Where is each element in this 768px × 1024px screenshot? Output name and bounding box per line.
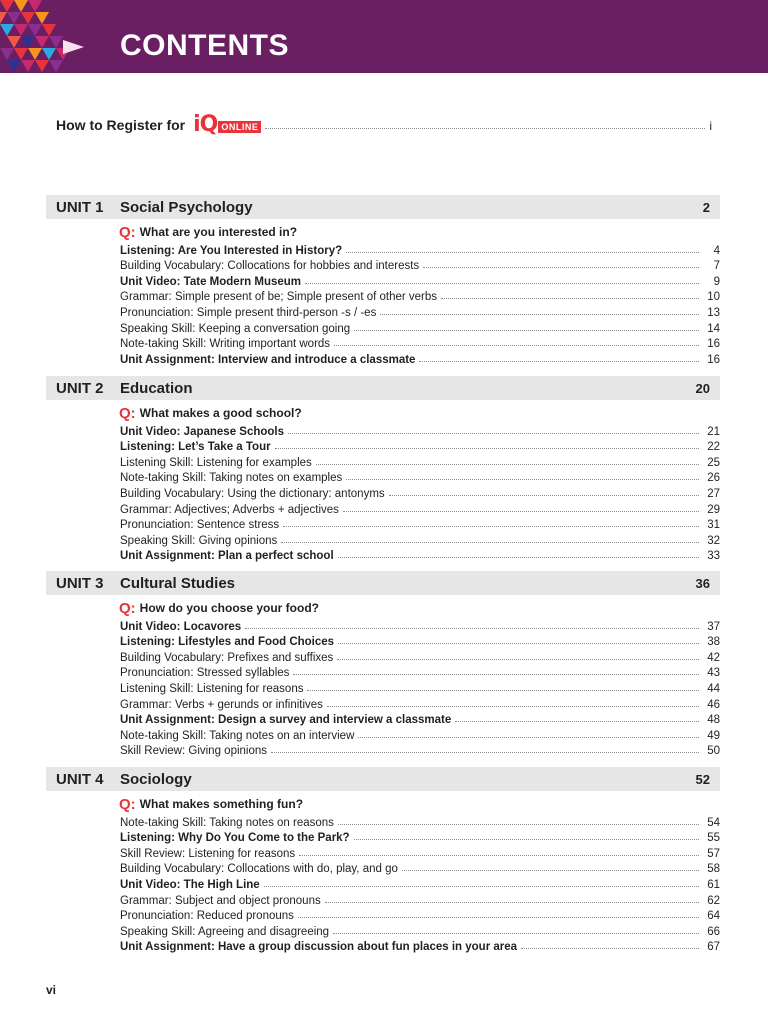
dot-leader	[275, 448, 699, 449]
question-text: What are you interested in?	[139, 225, 298, 239]
toc-entry[interactable]	[120, 500, 720, 516]
toc-entry[interactable]	[120, 938, 720, 954]
entry-page-number: 62	[707, 894, 720, 907]
iq-logo-online: ONLINE	[218, 121, 261, 133]
toc-entry[interactable]	[120, 303, 720, 319]
entry-page-number: 27	[707, 487, 720, 500]
entry-title: Speaking Skill: Agreeing and disagreeing	[120, 925, 330, 938]
entry-page-number: 43	[707, 667, 720, 680]
entry-title: Unit Assignment: Plan a perfect school	[120, 550, 334, 563]
dot-leader	[402, 870, 699, 871]
dot-leader	[305, 283, 699, 284]
dot-leader	[281, 542, 699, 543]
entry-page-number: 9	[713, 275, 720, 288]
dot-leader	[338, 824, 699, 825]
entry-page-number: 37	[707, 620, 720, 633]
entry-page-number: 25	[707, 456, 720, 469]
dot-leader	[358, 737, 699, 738]
entry-page-number: 14	[707, 322, 720, 335]
toc-entry[interactable]	[120, 516, 720, 532]
dot-leader	[293, 674, 699, 675]
toc-entry[interactable]	[120, 679, 720, 695]
entry-title: Grammar: Simple present of be; Simple present of other verbs	[120, 291, 438, 304]
entry-page-number: 49	[707, 729, 720, 742]
dot-leader	[334, 345, 699, 346]
dot-leader	[441, 298, 699, 299]
unit-question	[120, 600, 720, 616]
dot-leader	[343, 511, 699, 512]
unit-label: UNIT 2	[56, 379, 104, 397]
toc-entry[interactable]	[120, 438, 720, 454]
toc-entry[interactable]	[120, 547, 720, 563]
dot-leader	[307, 690, 699, 691]
q-icon: Q:	[119, 404, 136, 422]
dot-leader	[389, 495, 699, 496]
entry-title: Speaking Skill: Giving opinions	[120, 534, 278, 547]
entry-title: Building Vocabulary: Collocations for hobbies and interests	[120, 260, 420, 273]
toc-entry[interactable]	[120, 257, 720, 273]
iq-logo-mark: iQ	[193, 112, 218, 137]
dot-leader	[354, 330, 699, 331]
unit-page-number: 2	[702, 199, 710, 215]
entry-title: Grammar: Adjectives; Adverbs + adjectives	[120, 503, 339, 516]
entry-page-number: 54	[707, 816, 720, 829]
toc-entry[interactable]	[120, 335, 720, 351]
entry-title: Unit Video: Japanese Schools	[120, 425, 285, 438]
dot-leader	[298, 917, 699, 918]
entry-page-number: 31	[707, 519, 720, 532]
entry-page-number: 13	[707, 306, 720, 319]
dot-leader	[338, 557, 699, 558]
dot-leader	[354, 839, 699, 840]
triangle-pattern-logo	[0, 0, 96, 73]
entry-title: Skill Review: Giving opinions	[120, 745, 268, 758]
entry-page-number: 21	[707, 425, 720, 438]
entry-title: Unit Video: Tate Modern Museum	[120, 275, 302, 288]
toc-entry[interactable]	[120, 484, 720, 500]
unit-label: UNIT 4	[56, 770, 104, 788]
toc-entry[interactable]	[120, 922, 720, 938]
entry-title: Skill Review: Listening for reasons	[120, 847, 296, 860]
unit-label: UNIT 1	[56, 198, 104, 216]
toc-entry[interactable]	[120, 664, 720, 680]
entry-title: Listening: Why Do You Come to the Park?	[120, 832, 350, 845]
iq-online-logo	[193, 114, 261, 136]
toc-entry[interactable]	[120, 531, 720, 547]
page-title: CONTENTS	[120, 29, 289, 62]
register-page-number: i	[709, 119, 712, 133]
dot-leader	[337, 659, 699, 660]
dot-leader	[346, 252, 699, 253]
entry-page-number: 7	[713, 260, 720, 273]
entry-page-number: 38	[707, 636, 720, 649]
dot-leader	[316, 464, 699, 465]
toc-entry[interactable]	[120, 875, 720, 891]
entry-page-number: 4	[713, 244, 720, 257]
entry-title: Unit Assignment: Have a group discussion about fun places in your area	[120, 941, 518, 954]
unit-page-number: 20	[695, 380, 710, 396]
entry-title: Pronunciation: Reduced pronouns	[120, 910, 294, 923]
entry-page-number: 64	[707, 910, 720, 923]
entry-title: Building Vocabulary: Collocations with do, play, and go	[120, 863, 398, 876]
entry-page-number: 61	[707, 878, 720, 891]
unit-header-bar[interactable]	[46, 195, 720, 219]
entry-page-number: 58	[707, 863, 720, 876]
q-icon: Q:	[119, 795, 136, 813]
unit-question	[120, 405, 720, 421]
entry-page-number: 16	[707, 353, 720, 366]
entry-title: Unit Assignment: Interview and introduce a classmate	[120, 353, 416, 366]
register-label: How to Register for	[56, 117, 186, 133]
entry-title: Pronunciation: Simple present third-person -s / -es	[120, 306, 377, 319]
dot-leader	[338, 643, 699, 644]
toc-entry[interactable]	[120, 241, 720, 257]
entry-title: Listening Skill: Listening for examples	[120, 456, 312, 469]
dot-leader	[245, 628, 699, 629]
unit-question	[120, 796, 720, 812]
toc-entry[interactable]	[120, 648, 720, 664]
entry-page-number: 57	[707, 847, 720, 860]
dot-leader	[419, 361, 699, 362]
entry-page-number: 66	[707, 925, 720, 938]
entry-page-number: 22	[707, 441, 720, 454]
unit-section	[46, 195, 720, 366]
entry-page-number: 29	[707, 503, 720, 516]
entry-page-number: 33	[707, 550, 720, 563]
toc-entry[interactable]	[120, 907, 720, 923]
entry-title: Building Vocabulary: Prefixes and suffixes	[120, 651, 334, 664]
entry-page-number: 46	[707, 698, 720, 711]
unit-section	[46, 571, 720, 757]
entry-page-number: 16	[707, 338, 720, 351]
entry-page-number: 26	[707, 472, 720, 485]
entry-title: Note-taking Skill: Taking notes on reasons	[120, 816, 334, 829]
toc-entry[interactable]	[120, 742, 720, 758]
unit-page-number: 52	[695, 771, 710, 787]
entry-title: Unit Video: Locavores	[120, 620, 242, 633]
dot-leader	[380, 314, 699, 315]
q-icon: Q:	[119, 223, 136, 241]
dot-leader	[346, 479, 699, 480]
toc-entry[interactable]	[120, 272, 720, 288]
toc-entry[interactable]	[120, 350, 720, 366]
unit-entries	[46, 400, 720, 562]
dot-leader	[299, 855, 699, 856]
dot-leader	[423, 267, 699, 268]
entry-title: Listening Skill: Listening for reasons	[120, 682, 304, 695]
toc-entry[interactable]	[120, 711, 720, 727]
unit-page-number: 36	[695, 575, 710, 591]
dot-leader	[325, 902, 699, 903]
entry-page-number: 55	[707, 832, 720, 845]
entry-page-number: 67	[707, 941, 720, 954]
entry-title: Pronunciation: Stressed syllables	[120, 667, 290, 680]
entry-title: Note-taking Skill: Taking notes on examples	[120, 472, 343, 485]
unit-section	[46, 376, 720, 562]
unit-section	[46, 767, 720, 953]
toc-entry[interactable]	[120, 829, 720, 845]
unit-header-bar[interactable]	[46, 571, 720, 595]
q-icon: Q:	[119, 599, 136, 617]
register-line[interactable]	[56, 110, 712, 136]
unit-title: Cultural Studies	[120, 574, 236, 592]
toc-entry[interactable]	[120, 288, 720, 304]
toc-entry[interactable]	[120, 319, 720, 335]
toc-entry[interactable]	[120, 813, 720, 829]
unit-title: Social Psychology	[120, 198, 253, 216]
toc-entry[interactable]	[120, 726, 720, 742]
dot-leader	[271, 752, 699, 753]
unit-header-bar[interactable]	[46, 376, 720, 400]
entry-page-number: 10	[707, 291, 720, 304]
entry-page-number: 44	[707, 682, 720, 695]
entry-page-number: 48	[707, 714, 720, 727]
toc-entry[interactable]	[120, 453, 720, 469]
dot-leader	[264, 886, 699, 887]
dot-leader	[288, 433, 699, 434]
unit-question	[120, 224, 720, 240]
dot-leader	[455, 721, 699, 722]
dot-leader	[333, 933, 699, 934]
unit-header-bar[interactable]	[46, 767, 720, 791]
entry-title: Grammar: Verbs + gerunds or infinitives	[120, 698, 323, 711]
entry-page-number: 50	[707, 745, 720, 758]
entry-title: Note-taking Skill: Writing important words	[120, 338, 331, 351]
toc-entry[interactable]	[120, 891, 720, 907]
entry-title: Unit Video: The High Line	[120, 878, 260, 891]
footer-page-number: vi	[46, 983, 57, 997]
question-text: How do you choose your food?	[139, 601, 319, 615]
entry-title: Speaking Skill: Keeping a conversation going	[120, 322, 351, 335]
unit-title: Education	[120, 379, 193, 397]
unit-title: Sociology	[120, 770, 192, 788]
entry-page-number: 42	[707, 651, 720, 664]
dot-leader	[327, 706, 699, 707]
toc-entry[interactable]	[120, 844, 720, 860]
dot-leader	[265, 128, 705, 129]
entry-title: Building Vocabulary: Using the dictionary: antonyms	[120, 487, 385, 500]
toc-entry[interactable]	[120, 469, 720, 485]
toc-entry[interactable]	[120, 422, 720, 438]
entry-title: Listening: Are You Interested in History?	[120, 244, 343, 257]
toc-entry[interactable]	[120, 633, 720, 649]
toc-entry[interactable]	[120, 695, 720, 711]
entry-title: Note-taking Skill: Taking notes on an interview	[120, 729, 355, 742]
dot-leader	[283, 526, 699, 527]
entry-title: Listening: Lifestyles and Food Choices	[120, 636, 335, 649]
unit-entries	[46, 595, 720, 757]
question-text: What makes a good school?	[139, 406, 302, 420]
entry-title: Grammar: Subject and object pronouns	[120, 894, 321, 907]
entry-title: Pronunciation: Sentence stress	[120, 519, 280, 532]
header-banner	[0, 0, 768, 73]
toc-entry[interactable]	[120, 617, 720, 633]
entry-title: Listening: Let’s Take a Tour	[120, 441, 271, 454]
entry-title: Unit Assignment: Design a survey and interview a classmate	[120, 714, 452, 727]
question-text: What makes something fun?	[139, 797, 304, 811]
unit-label: UNIT 3	[56, 574, 104, 592]
unit-entries	[46, 219, 720, 366]
dot-leader	[521, 948, 699, 949]
entry-page-number: 32	[707, 534, 720, 547]
toc-entry[interactable]	[120, 860, 720, 876]
unit-entries	[46, 791, 720, 953]
